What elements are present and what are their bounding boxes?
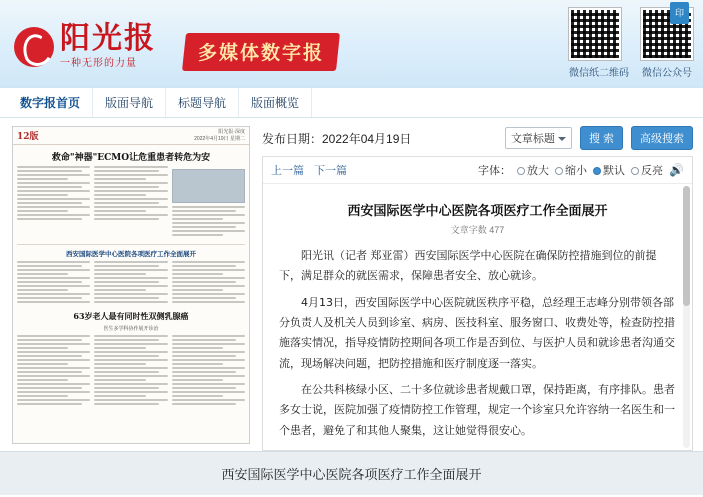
logo-title: 阳光报 <box>60 21 156 56</box>
article-toolbar <box>263 157 692 184</box>
site-logo[interactable] <box>14 21 156 69</box>
article-meta: 文章字数 477 <box>450 225 505 235</box>
paper-sub-headline-3: 医生多学科协作展开诊治 <box>103 326 159 332</box>
sun-logo-icon <box>14 27 54 67</box>
paper-sub-headline[interactable]: 西安国际医学中心医院各项医疗工作全面展开 <box>17 244 245 258</box>
font-size-label: 字体： <box>478 165 512 177</box>
newspaper-page-thumbnail[interactable] <box>12 126 250 444</box>
next-article-link[interactable]: 下一篇 <box>314 165 347 177</box>
font-size-small-label: 缩小 <box>565 165 588 177</box>
paper-column <box>172 261 245 305</box>
paper-sub-headline-2[interactable]: 63岁老人最有同时性双侧乳腺癌 <box>73 311 189 321</box>
radio-icon <box>593 167 601 175</box>
paper-column <box>17 166 90 238</box>
paper-columns-top <box>13 166 249 238</box>
paper-columns-middle <box>13 261 249 305</box>
article-scrollbar-thumb[interactable] <box>683 186 690 306</box>
font-size-large-label: 放大 <box>527 165 550 177</box>
paper-preview-pane <box>0 118 258 451</box>
nav-item-page-nav[interactable]: 版面导航 <box>93 88 166 117</box>
paper-masthead-info <box>194 129 245 142</box>
logo-text-block <box>60 21 156 69</box>
nav-item-title-nav[interactable]: 标题导航 <box>166 88 239 117</box>
article-paragraph: 阳光讯（记者 郑亚雷）西安国际医学中心医院在确保防控措施到位的前提下，满足群众的就医需求，保障患者安全、放心就诊。 <box>279 249 657 283</box>
corner-badge: 印 <box>670 2 689 24</box>
content-body <box>0 118 703 451</box>
radio-icon <box>517 167 525 175</box>
paper-column <box>94 335 167 407</box>
qr-label-official: 微信公众号 <box>642 68 692 79</box>
qr-code-icon <box>569 8 621 60</box>
nav-item-page-overview[interactable]: 版面概览 <box>239 88 312 117</box>
paper-photo <box>172 169 245 203</box>
prev-article-link[interactable]: 上一篇 <box>271 165 304 177</box>
article-scrollbar[interactable] <box>683 186 690 448</box>
caption-text: 西安国际医学中心医院各项医疗工作全面展开 <box>221 467 482 482</box>
qr-item-paper[interactable] <box>569 8 629 79</box>
speaker-icon[interactable]: 🔊 <box>669 163 684 177</box>
nav-item-home[interactable]: 数字报首页 <box>8 88 93 117</box>
digital-paper-banner-label: 多媒体数字报 <box>198 43 325 64</box>
font-invert-label: 反亮 <box>641 165 664 177</box>
article-paragraph: 4月13日，西安国际医学中心医院就医秩序平稳，总经理王志峰分别带领各部分负责人及机关人员到诊室、病房、医技科室、服务窗口、收费处等，检查防控措施落实情况，指导疫情防控期间各项工作是否到位、与医护人员和就诊患者沟通交流，现场解决问题，把防控措施和医疗制度逐一落实。 <box>279 295 675 370</box>
main-nav <box>0 88 703 118</box>
logo-subtitle: 一种无形的力量 <box>60 58 137 69</box>
paper-masthead-line2: 2022年4月19日 星期二 <box>194 135 245 142</box>
paper-column <box>172 335 245 407</box>
font-size-default-label: 默认 <box>603 165 626 177</box>
paper-masthead <box>13 127 249 145</box>
font-size-controls <box>478 162 684 178</box>
article-container <box>262 157 693 451</box>
font-invert-option[interactable] <box>631 162 663 178</box>
site-header <box>0 0 703 88</box>
caption-bar <box>0 451 703 495</box>
radio-icon <box>631 167 639 175</box>
paper-column <box>94 166 167 238</box>
search-scope-select[interactable]: 文章标题 <box>505 127 572 149</box>
paper-column <box>94 261 167 305</box>
article-paragraph <box>279 447 676 450</box>
radio-icon <box>555 167 563 175</box>
paper-column <box>17 335 90 407</box>
advanced-search-button[interactable]: 高级搜索 <box>631 126 693 150</box>
font-size-small-option[interactable] <box>555 162 587 178</box>
paper-page-number: 12版 <box>17 132 39 142</box>
article-scroll-area <box>263 184 692 450</box>
paper-column-with-photo <box>172 166 245 238</box>
qr-label-paper: 微信纸二维码 <box>569 68 629 79</box>
paper-main-headline: 救命"神器"ECMO让危重患者转危为安 <box>51 153 211 163</box>
publish-date: 发布日期：2022年04月19日 <box>262 131 412 146</box>
article-pane <box>258 118 703 451</box>
font-size-large-option[interactable] <box>517 162 549 178</box>
paper-masthead-line1: 阳光报·深度 <box>218 129 245 135</box>
paper-columns-bottom <box>13 335 249 407</box>
font-size-default-option[interactable] <box>593 162 625 178</box>
publish-row <box>262 126 693 157</box>
article-title: 西安国际医学中心医院各项医疗工作全面展开 <box>347 204 608 219</box>
search-button[interactable]: 搜 索 <box>580 126 623 150</box>
article-paragraph: 在公共科核绿小区、二十多位就诊患者规戴口罩，保持距离，有序排队。患者多女士说，医院加强了疫情防控工作管理，规定一个诊室只允许容纳一名医生和一个患者，避免了和其他人聚集，这让她觉得很安心。 <box>279 383 675 437</box>
paper-column <box>17 261 90 305</box>
digital-paper-banner <box>182 33 340 71</box>
